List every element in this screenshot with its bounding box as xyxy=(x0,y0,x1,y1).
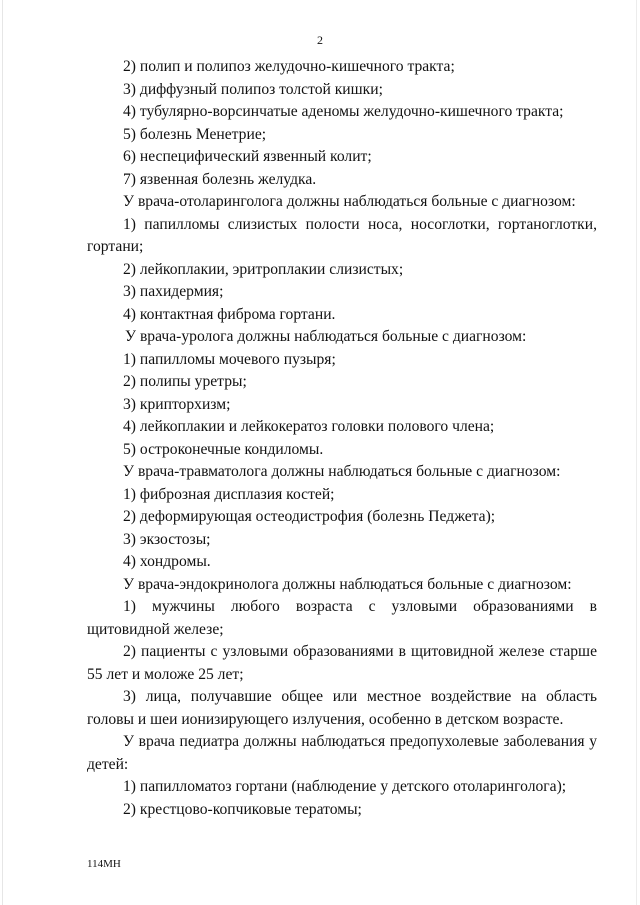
paragraph-line: 2) крестцово-копчиковые тератомы; xyxy=(123,800,362,818)
paragraph-line: 3) экзостозы; xyxy=(123,530,211,548)
paragraph-line: 4) тубулярно-ворсинчатые аденомы желудочно-кишечного тракта; xyxy=(123,103,564,120)
paragraph-line: У врача-эндокринолога должны наблюдаться больные с диагнозом: xyxy=(123,575,572,593)
paragraph-line: 1) папилломатоз гортани (наблюдение у детского отоларинголога); xyxy=(123,778,567,795)
paragraph-line: У врача-уролога должны наблюдаться больные с диагнозом: xyxy=(125,328,527,345)
paragraph-line: 1) мужчины любого возраста с узловыми образованиями в щитовидной железе; xyxy=(87,598,597,638)
scan-edge-right xyxy=(636,0,637,905)
paragraph-line: У врача-отоларинголога должны наблюдаться больные с диагнозом: xyxy=(123,193,576,210)
paragraph-line: 3) пахидермия; xyxy=(123,283,224,300)
paragraph-line: 5) болезнь Менетрие; xyxy=(123,125,267,143)
paragraph-line: 5) остроконечные кондиломы. xyxy=(123,440,324,458)
paragraph-line: 1) папилломы слизистых полости носа, носоглотки, гортаноглотки, гортани; xyxy=(87,215,597,255)
paragraph-line: 3) лица, получавшие общее или местное воздействие на область головы и шеи ионизирующего излучения, особенно в детском возрасте. xyxy=(87,688,597,728)
paragraph-line: 4) контактная фиброма гортани. xyxy=(123,305,336,323)
paragraph-line: У врача педиатра должны наблюдаться предопухолевые заболевания у детей: xyxy=(87,733,597,773)
page-number: 2 xyxy=(317,33,323,47)
paragraph-line: 4) хондромы. xyxy=(123,553,211,570)
paragraph-line: У врача-травматолога должны наблюдаться больные с диагнозом: xyxy=(123,463,561,480)
paragraph-line: 7) язвенная болезнь желудка. xyxy=(123,170,317,188)
paragraph-line: 2) полип и полипоз желудочно-кишечного тракта; xyxy=(123,58,455,75)
paragraph-line: 2) полипы уретры; xyxy=(123,373,247,390)
paragraph-line: 1) папилломы мочевого пузыря; xyxy=(123,350,336,368)
paragraph-line: 1) фиброзная дисплазия костей; xyxy=(123,485,335,503)
paragraph-line: 2) лейкоплакии, эритроплакии слизистых; xyxy=(123,260,404,278)
scan-edge-left xyxy=(2,0,3,905)
paragraph-line: 3) диффузный полипоз толстой кишки; xyxy=(123,80,383,98)
paragraph-line: 2) деформирующая остеодистрофия (болезнь Педжета); xyxy=(123,508,496,525)
document-body xyxy=(87,56,597,821)
paragraph-line: 3) крипторхизм; xyxy=(123,395,231,413)
paragraph-line: 6) неспецифический язвенный колит; xyxy=(123,148,372,165)
document-code: 114МН xyxy=(87,858,121,870)
paragraph-line: 4) лейкоплакии и лейкокератоз головки полового члена; xyxy=(123,418,495,435)
paragraph-line: 2) пациенты с узловыми образованиями в щитовидной железе старше 55 лет и моложе 25 лет; xyxy=(87,643,597,683)
